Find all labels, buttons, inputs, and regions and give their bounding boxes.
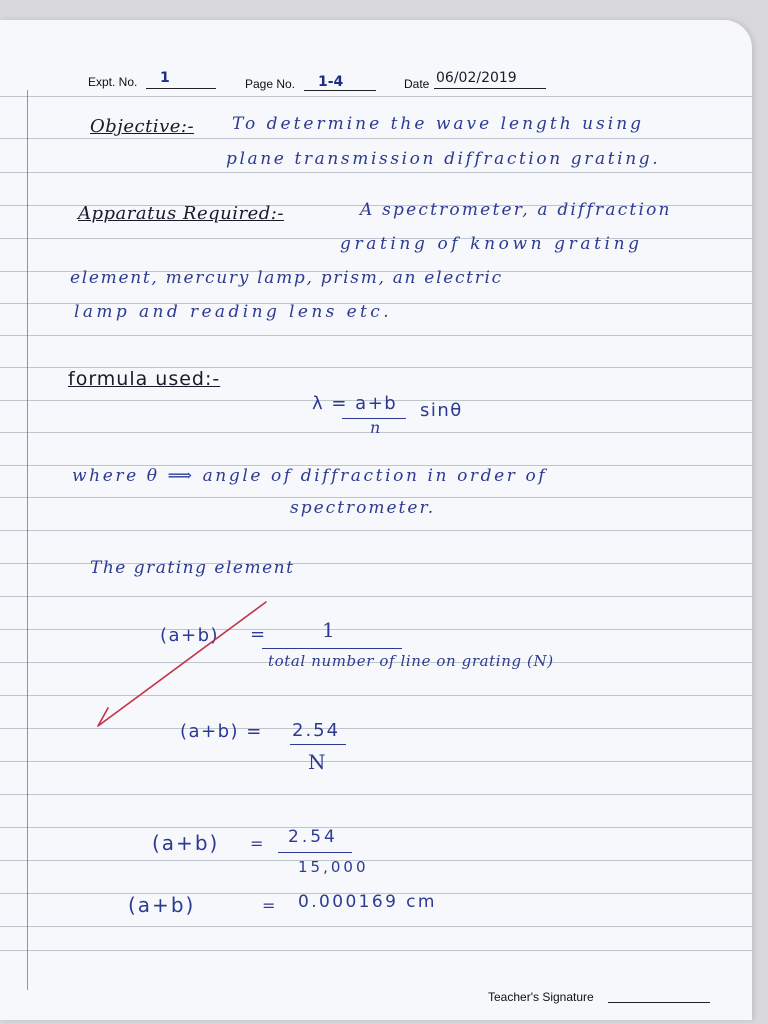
date-value: 06/02/2019 — [436, 70, 517, 86]
objective-text-line1: To determine the wave length using — [232, 114, 645, 134]
eq4-lhs: (a+b) — [128, 893, 196, 917]
signature-line — [608, 1002, 710, 1003]
checkmark-icon — [0, 20, 752, 1020]
objective-text-line2: plane transmission diffraction grating. — [226, 149, 661, 169]
objective-heading: Objective:- — [90, 116, 195, 137]
teacher-signature-label: Teacher's Signature — [488, 990, 594, 1004]
formula-heading: formula used:- — [68, 368, 221, 390]
eq3-denominator: 15,000 — [298, 858, 369, 876]
apparatus-text-line1: A spectrometer, a diffraction — [360, 200, 672, 220]
eq1-denominator: total number of line on grating (N) — [268, 652, 554, 670]
eq2-denominator: N — [308, 750, 327, 774]
page-no-label: Page No. — [245, 77, 296, 91]
apparatus-text-line3: element, mercury lamp, prism, an electric — [70, 268, 503, 288]
where-line2: spectrometer. — [290, 498, 436, 518]
eq3-numerator: 2.54 — [288, 827, 338, 847]
expt-no-label: Expt. No. — [88, 75, 138, 89]
page-no-value: 1-4 — [318, 74, 344, 90]
eq3-equals: = — [250, 834, 265, 853]
apparatus-text-line2: grating of known grating — [340, 234, 643, 254]
apparatus-text-line4: lamp and reading lens etc. — [74, 302, 393, 322]
eq1-lhs: (a+b) — [160, 625, 220, 646]
formula-sin: sinθ — [420, 400, 463, 421]
formula-denominator: n — [370, 418, 382, 437]
expt-no-value: 1 — [160, 70, 170, 86]
grating-heading: The grating element — [90, 558, 295, 578]
eq4-equals: = — [262, 896, 277, 915]
apparatus-heading: Apparatus Required:- — [78, 203, 284, 224]
eq1-equals: = — [250, 624, 267, 645]
eq3-lhs: (a+b) — [152, 831, 220, 855]
eq1-numerator: 1 — [322, 618, 337, 642]
formula-numerator: λ = a+b — [312, 393, 398, 414]
date-label: Date — [404, 77, 430, 91]
notebook-page — [0, 20, 752, 1020]
eq4-rhs: 0.000169 cm — [298, 892, 437, 912]
eq2-numerator: 2.54 — [292, 720, 341, 741]
eq2-lhs: (a+b) = — [180, 721, 263, 742]
where-line1: where θ ⟹ angle of diffraction in order of — [72, 466, 548, 486]
